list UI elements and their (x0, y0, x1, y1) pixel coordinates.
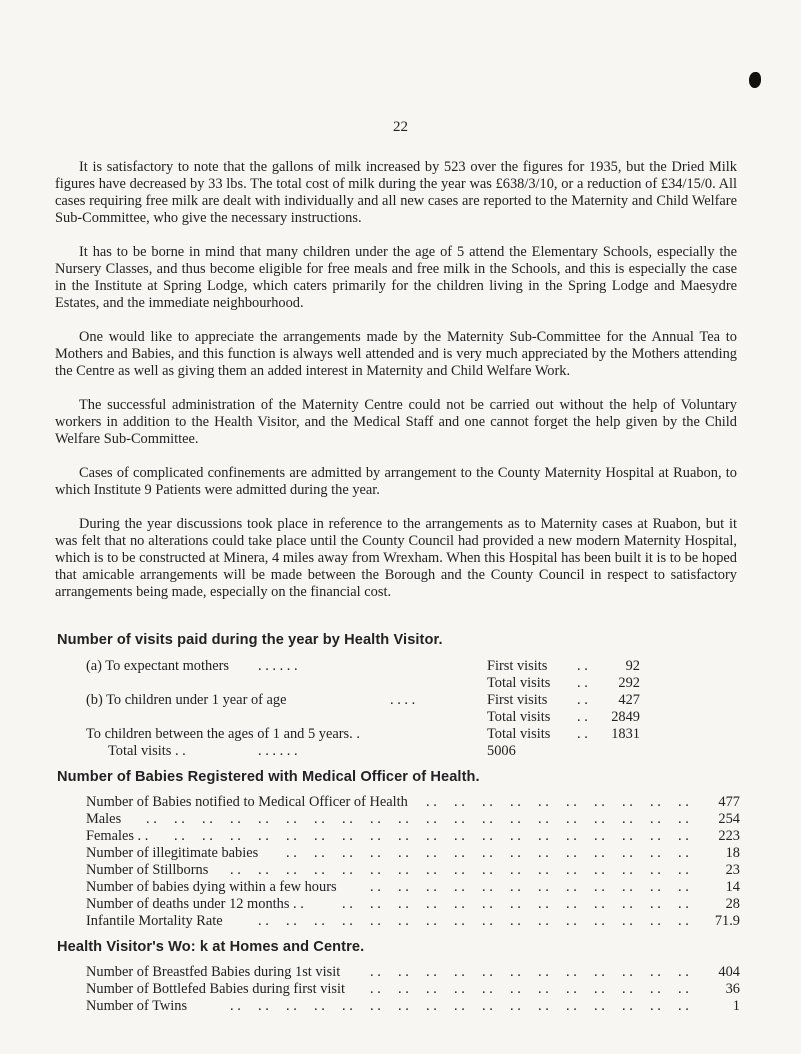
dot-leader: . . (482, 998, 493, 1014)
dot-leader: . . (482, 862, 493, 878)
dot-leader: . . (678, 913, 689, 929)
visits-value: 427 (618, 692, 640, 708)
dot-leader: . . (286, 913, 297, 929)
dot-leader: . . (538, 998, 549, 1014)
dot-leader: . . (454, 998, 465, 1014)
dot-leader: . . (342, 811, 353, 827)
dot-leader: . . (286, 998, 297, 1014)
dot-leader: . . (314, 913, 325, 929)
babies-row-label: Number of deaths under 12 months . . (86, 896, 304, 912)
visits-leader: . . (577, 709, 588, 725)
dot-leader: . . (510, 862, 521, 878)
work-row-label: Number of Breastfed Babies during 1st visit (86, 964, 341, 980)
dot-leader: . . (258, 828, 269, 844)
visits-total-value: 5006 (487, 743, 516, 759)
babies-heading: Number of Babies Registered with Medical Officer of Health. (57, 769, 480, 785)
dot-leader: . . (482, 913, 493, 929)
dot-leader: . . (566, 862, 577, 878)
dot-leader: . . (370, 913, 381, 929)
dot-leader: . . (622, 998, 633, 1014)
dot-leader: . . (622, 828, 633, 844)
dot-leader: . . (342, 845, 353, 861)
dot-leader: . . (594, 913, 605, 929)
visits-heading: Number of visits paid during the year by Health Visitor. (57, 632, 443, 648)
dot-leader: . . (510, 828, 521, 844)
dot-leader: . . (678, 862, 689, 878)
dot-leader: . . (678, 811, 689, 827)
dot-leader: . . (510, 964, 521, 980)
dot-leader: . . (678, 998, 689, 1014)
dot-leader: . . (370, 998, 381, 1014)
dot-leader: . . (426, 981, 437, 997)
dot-leader: . . (286, 828, 297, 844)
paragraph-voluntary-workers: The successful administration of the Maternity Centre could not be carried out without the help of Voluntary workers in addition to the Health Visitor, and the Medical Staff and one cannot forget the help given by the Child Welfare Sub-Committee. (55, 397, 737, 447)
dot-leader: . . (622, 964, 633, 980)
dot-leader: . . (454, 913, 465, 929)
dot-leader: . . (258, 862, 269, 878)
dot-leader: . . (230, 862, 241, 878)
dot-leader: . . (426, 913, 437, 929)
dot-leader: . . (454, 896, 465, 912)
dot-leader: . . (454, 828, 465, 844)
babies-row-label: Number of Stillborns (86, 862, 209, 878)
dot-leader: . . (342, 862, 353, 878)
dot-leader: . . (426, 845, 437, 861)
dot-leader: . . (398, 862, 409, 878)
dot-leader: . . (202, 811, 213, 827)
dot-leader: . . (482, 828, 493, 844)
dot-leader: . . (398, 998, 409, 1014)
dot-leader: . . (566, 794, 577, 810)
dot-leader: . . (482, 794, 493, 810)
dot-leader: . . (594, 896, 605, 912)
dot-leader: . . (454, 964, 465, 980)
dot-leader: . . (426, 794, 437, 810)
dot-leader: . . (398, 811, 409, 827)
dot-leader: . . (510, 998, 521, 1014)
visits-leader: . . (577, 675, 588, 691)
dot-leader: . . (650, 896, 661, 912)
dot-leader: . . (538, 828, 549, 844)
babies-row-label: Number of babies dying within a few hours (86, 879, 337, 895)
dot-leader: . . (538, 896, 549, 912)
dot-leader: . . (510, 845, 521, 861)
visits-type: Total visits (487, 675, 551, 691)
visits-type: Total visits (487, 709, 551, 725)
dot-leader: . . (650, 794, 661, 810)
dot-leader: . . (482, 896, 493, 912)
dot-leader: . . (510, 896, 521, 912)
dot-leader: . . (650, 845, 661, 861)
dot-leader: . . (594, 862, 605, 878)
dot-leader: . . (370, 862, 381, 878)
visits-leader: . . (577, 692, 588, 708)
dot-leader: . . (566, 828, 577, 844)
visits-total-label: Total visits . . (108, 743, 186, 759)
dot-leader: . . (342, 896, 353, 912)
dot-leader: . . (314, 862, 325, 878)
dot-leader: . . (258, 811, 269, 827)
dot-leader: . . (622, 879, 633, 895)
dot-leader: . . (482, 811, 493, 827)
visits-value: 1831 (611, 726, 640, 742)
dot-leader: . . (650, 964, 661, 980)
dot-leader: . . (426, 862, 437, 878)
dot-leader: . . (538, 879, 549, 895)
dot-leader: . . (622, 811, 633, 827)
dot-leader: . . (398, 828, 409, 844)
visits-row (86, 658, 229, 675)
visits-leader: . . (577, 726, 588, 742)
dot-leader: . . (426, 811, 437, 827)
work-row-label: Number of Twins (86, 998, 188, 1014)
dot-leader: . . (538, 981, 549, 997)
dot-leader: . . (650, 981, 661, 997)
paragraph-annual-tea: One would like to appreciate the arrangements made by the Maternity Sub-Committee for the Annual Tea to Mothers and Babies, and this function is always well attended and is very much appreciated by the Mothers attending the Centre as well as giving them an added interest in Maternity and Child Welfare Work. (55, 329, 737, 379)
dot-leader: . . (258, 913, 269, 929)
dot-leader: . . (174, 811, 185, 827)
dot-leader: . . (566, 981, 577, 997)
dot-leader: . . (566, 964, 577, 980)
dot-leader: . . (566, 845, 577, 861)
work-row-value: 36 (725, 981, 740, 997)
dot-leader: . . (342, 998, 353, 1014)
dot-leader: . . (678, 879, 689, 895)
dot-leader: . . (622, 794, 633, 810)
dot-leader: . . (482, 981, 493, 997)
babies-row-value: 223 (718, 828, 740, 844)
dot-leader: . . (286, 811, 297, 827)
dot-leader: . . (370, 879, 381, 895)
dot-leader: . . (538, 964, 549, 980)
dot-leader: . . (510, 913, 521, 929)
dot-leader: . . (370, 828, 381, 844)
dot-leader: . . (398, 913, 409, 929)
babies-row-label: Number of Babies notified to Medical Officer of Health (86, 794, 408, 810)
dot-leader: . . (510, 879, 521, 895)
dot-leader: . . (594, 981, 605, 997)
dot-leader: . . (454, 811, 465, 827)
dot-leader: . . (678, 964, 689, 980)
dot-leader: . . (678, 981, 689, 997)
ink-blot-mark (749, 72, 761, 88)
babies-row-value: 14 (725, 879, 740, 895)
dot-leader: . . (566, 998, 577, 1014)
paragraph-milk: It is satisfactory to note that the gallons of milk increased by 523 over the figures for 1935, but the Dried Milk figures have decreased by 33 lbs. The total cost of milk during the year was £638/3/10, or a reduction of £34/15/0. All cases requiring free milk are dealt with individually and all new cases are reported to the Maternity and Child Welfare Sub-Committee, who give the necessary instructions. (55, 159, 737, 226)
dot-leader: . . (650, 879, 661, 895)
dot-leader: . . (314, 828, 325, 844)
dot-leader: . . (258, 998, 269, 1014)
dot-leader: . . (650, 828, 661, 844)
work-row-label: Number of Bottlefed Babies during first visit (86, 981, 345, 997)
page-number: 22 (393, 119, 408, 135)
paragraph-schools: It has to be borne in mind that many children under the age of 5 attend the Elementary Schools, especially the Nursery Classes, and thus become eligible for free meals and free milk in the Schools, and this is especially the case in the Institute at Spring Lodge, which caters primarily for the children living in the Spring Lodge and Maesydre Estates, and the immediate neighbourhood. (55, 244, 737, 311)
dot-leader: . . (426, 879, 437, 895)
dot-leader: . . (622, 981, 633, 997)
dot-leader: . . (146, 811, 157, 827)
babies-row-label: Females . . (86, 828, 149, 844)
work-heading: Health Visitor's Wo: k at Homes and Centre. (57, 939, 365, 955)
work-row-value: 1 (732, 998, 740, 1014)
dot-leader: . . (678, 845, 689, 861)
dot-leader: . . (650, 862, 661, 878)
dot-leader: . . (566, 913, 577, 929)
visits-row-label: To children between the ages of 1 and 5 years. . (86, 726, 360, 742)
dot-leader: . . (510, 981, 521, 997)
dot-leader: . . (174, 828, 185, 844)
dot-leader: . . (202, 828, 213, 844)
visits-value: 292 (618, 675, 640, 691)
dot-leader: . . (314, 845, 325, 861)
babies-row-label: Infantile Mortality Rate (86, 913, 223, 929)
visits-type: First visits (487, 658, 548, 674)
dot-leader: . . (454, 879, 465, 895)
dot-leader: . . (566, 811, 577, 827)
dot-leader: . . (594, 811, 605, 827)
dot-leader: . . (370, 896, 381, 912)
dot-leader: . . (650, 913, 661, 929)
dot-leader: . . (454, 794, 465, 810)
dot-leader: . . (566, 896, 577, 912)
visits-row-label: (a) To expectant mothers (86, 658, 229, 674)
dot-leader: . . (510, 811, 521, 827)
visits-leader: . . . . . . (258, 658, 298, 674)
babies-row-value: 477 (718, 794, 740, 810)
dot-leader: . . (398, 879, 409, 895)
body-text (55, 159, 737, 618)
babies-row-value: 28 (725, 896, 740, 912)
dot-leader: . . (454, 981, 465, 997)
paragraph-ruabon-hospital: Cases of complicated confinements are admitted by arrangement to the County Maternity Hospital at Ruabon, to which Institute 9 Patients were admitted during the year. (55, 465, 737, 498)
dot-leader: . . (398, 981, 409, 997)
dot-leader: . . (678, 828, 689, 844)
dot-leader: . . (370, 964, 381, 980)
babies-row-value: 254 (718, 811, 740, 827)
dot-leader: . . (566, 879, 577, 895)
dot-leader: . . (482, 845, 493, 861)
visits-leader: . . (577, 658, 588, 674)
dot-leader: . . (314, 998, 325, 1014)
dot-leader: . . (622, 862, 633, 878)
dot-leader: . . (342, 828, 353, 844)
dot-leader: . . (622, 845, 633, 861)
visits-value: 92 (625, 658, 640, 674)
dot-leader: . . (622, 913, 633, 929)
dot-leader: . . (482, 879, 493, 895)
dot-leader: . . (622, 896, 633, 912)
dot-leader: . . (230, 998, 241, 1014)
visits-row-label: (b) To children under 1 year of age (86, 692, 287, 708)
dot-leader: . . (314, 811, 325, 827)
dot-leader: . . (538, 913, 549, 929)
dot-leader: . . (594, 828, 605, 844)
dot-leader: . . (538, 811, 549, 827)
dot-leader: . . (342, 913, 353, 929)
dot-leader: . . (650, 998, 661, 1014)
visits-leader: . . . . . . (258, 743, 298, 759)
dot-leader: . . (594, 964, 605, 980)
dot-leader: . . (678, 896, 689, 912)
babies-row-value: 23 (725, 862, 740, 878)
dot-leader: . . (538, 845, 549, 861)
dot-leader: . . (426, 896, 437, 912)
visits-type: First visits (487, 692, 548, 708)
dot-leader: . . (650, 811, 661, 827)
paragraph-minera-hospital: During the year discussions took place in reference to the arrangements as to Maternity cases at Ruabon, but it was felt that no alterations could take place until the County Council had provided a new modern Maternity Hospital, which is to be constructed at Minera, 4 miles away from Wrexham. When this Hospital has been built it is to be hoped that amicable arrangements will be made between the Borough and the County Council in respect to satisfactory arrangements being made, especially on the financial cost. (55, 516, 737, 600)
dot-leader: . . (678, 794, 689, 810)
dot-leader: . . (370, 845, 381, 861)
dot-leader: . . (594, 998, 605, 1014)
dot-leader: . . (426, 828, 437, 844)
dot-leader: . . (398, 964, 409, 980)
visits-type: Total visits (487, 726, 551, 742)
dot-leader: . . (426, 998, 437, 1014)
babies-row-value: 18 (725, 845, 740, 861)
dot-leader: . . (398, 896, 409, 912)
babies-row-label: Males (86, 811, 122, 827)
visits-value: 2849 (611, 709, 640, 725)
dot-leader: . . (286, 845, 297, 861)
dot-leader: . . (454, 845, 465, 861)
dot-leader: . . (538, 794, 549, 810)
babies-row-value: 71.9 (714, 913, 740, 929)
dot-leader: . . (286, 862, 297, 878)
dot-leader: . . (594, 845, 605, 861)
dot-leader: . . (370, 981, 381, 997)
dot-leader: . . (370, 811, 381, 827)
dot-leader: . . (594, 794, 605, 810)
dot-leader: . . (230, 811, 241, 827)
dot-leader: . . (510, 794, 521, 810)
dot-leader: . . (426, 964, 437, 980)
dot-leader: . . (398, 845, 409, 861)
dot-leader: . . (482, 964, 493, 980)
dot-leader: . . (454, 862, 465, 878)
dot-leader: . . (594, 879, 605, 895)
work-row-value: 404 (718, 964, 740, 980)
visits-leader: . . . . (390, 692, 416, 708)
babies-row-label: Number of illegitimate babies (86, 845, 259, 861)
dot-leader: . . (538, 862, 549, 878)
dot-leader: . . (230, 828, 241, 844)
